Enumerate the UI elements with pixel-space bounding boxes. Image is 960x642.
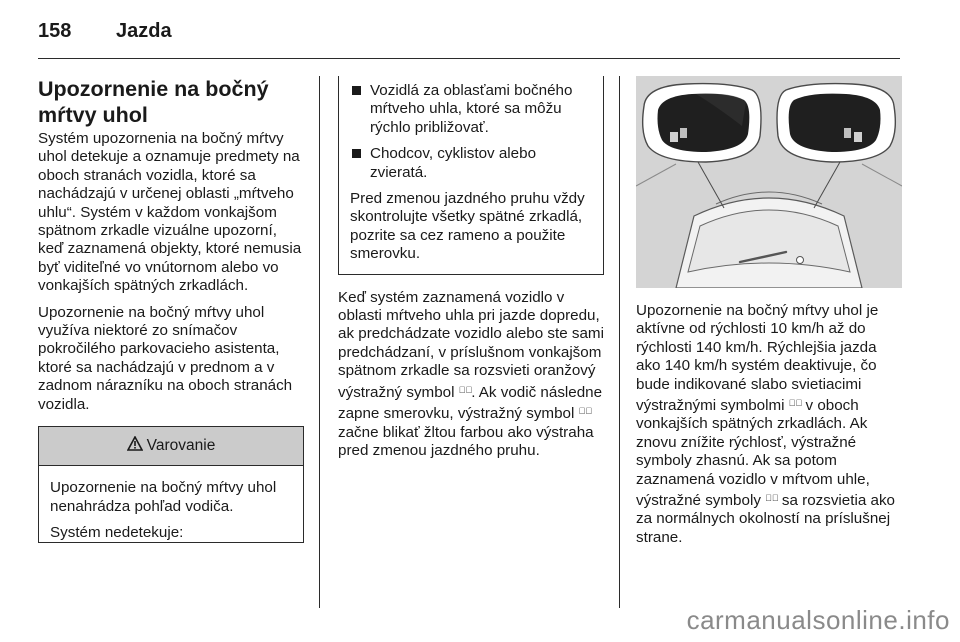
warning-box (38, 426, 304, 543)
warning-body (39, 466, 303, 542)
text-run: začne blikať žltou farbou ako výstraha pred zmenou jazdného pruhu. (338, 423, 594, 459)
column-right (636, 76, 902, 555)
paragraph (338, 289, 604, 461)
paragraph: Systém nedetekuje: (50, 523, 184, 541)
paragraph: Upozornenie na bočný mŕtvy uhol nenahrádza pohľad vodiča. (50, 479, 277, 515)
warning-box-continued (338, 76, 604, 275)
text-run: . Ak vodič následne zapne smerovku, výstražný symbol (338, 383, 603, 423)
paragraph: Systém upozornenia na bočný mŕtvy uhol detekuje a oznamuje predmety na oboch stranách vozidla, ktoré sa nachádzajú v určenej oblasti „mŕtveho uhlu“. Systém v každom vonkajšom spätnom zrkadle vizuálne upozorní, keď zaznamená objekty, ktoré nemusia byť viditeľné vo vnútornom alebo vo vonkajších spätných zrkadlách. (38, 130, 302, 295)
warning-triangle-icon (127, 436, 143, 456)
list-item (350, 145, 592, 182)
header-divider (38, 58, 900, 59)
column-middle (338, 76, 604, 468)
section-title: Upozornenie na bočný mŕtvy uhol (38, 77, 269, 127)
blind-spot-icon: ⇗⃞ (578, 406, 592, 417)
list-item (350, 82, 592, 137)
paragraph: Pred zmenou jazdného pruhu vždy skontrolujte všetky spätné zrkadlá, pozrite sa cez rameno a použite smerovku. (350, 190, 585, 263)
text-run: sa rozsvietia ako za normálnych okolností na príslušnej strane. (636, 492, 896, 546)
blind-spot-icon: ⇗⃞ (788, 398, 802, 409)
paragraph: Upozornenie na bočný mŕtvy uhol využíva niektoré zo snímačov pokročilého parkovacieho asistenta, ktoré sa nachádzajú v prednom a v zadnom nárazníku na oboch stranách vozidla. (38, 303, 293, 413)
chapter-title: Jazda (116, 20, 172, 42)
list-item-text: Chodcov, cyklistov alebo zvieratá. (370, 145, 537, 181)
text-run: Upozornenie na bočný mŕtvy uhol je aktívne od rýchlosti 10 km/h až do rýchlosti 140 km/h. Rýchlejšia jazda ako 140 km/h systém deaktivuje, čo bude indikované slabo svietiacimi výstražnými symbolmi (636, 302, 879, 415)
list-item-text: Vozidlá za oblasťami bočného mŕtveho uhla, ktoré sa môžu rýchlo približovať. (370, 82, 573, 136)
column-left (38, 76, 304, 543)
text-run: Keď systém zaznamená vozidlo v oblasti mŕtveho uhla pri jazde dopredu, ak predchádzate vozidlo alebo ste sami predchádzaní, v príslušnom vonkajšom spätnom zrkadle sa rozsvieti oranžový výstražný symbol (338, 288, 604, 401)
warning-header (39, 426, 303, 466)
warning-title: Varovanie (146, 437, 216, 455)
column-divider (619, 76, 620, 608)
text-run: v oboch vonkajších spätných zrkadlách. Ak znovu znížite rýchlosť, výstražné symboly zhasnú. Ak sa potom zaznamená vozidlo v mŕtvom uhle, výstražné symboly (636, 397, 870, 510)
bullet-icon (352, 149, 361, 158)
bullet-icon (352, 86, 361, 95)
blind-spot-icon: ⇗⃞ (458, 384, 472, 395)
watermark: carmanualsonline.info (686, 605, 950, 635)
page-header (38, 20, 900, 60)
page-number: 158 (38, 20, 72, 42)
paragraph (636, 302, 902, 547)
column-divider (319, 76, 320, 608)
car-mirror-illustration (636, 76, 902, 288)
blind-spot-icon: ⇗⃞ (765, 493, 778, 504)
